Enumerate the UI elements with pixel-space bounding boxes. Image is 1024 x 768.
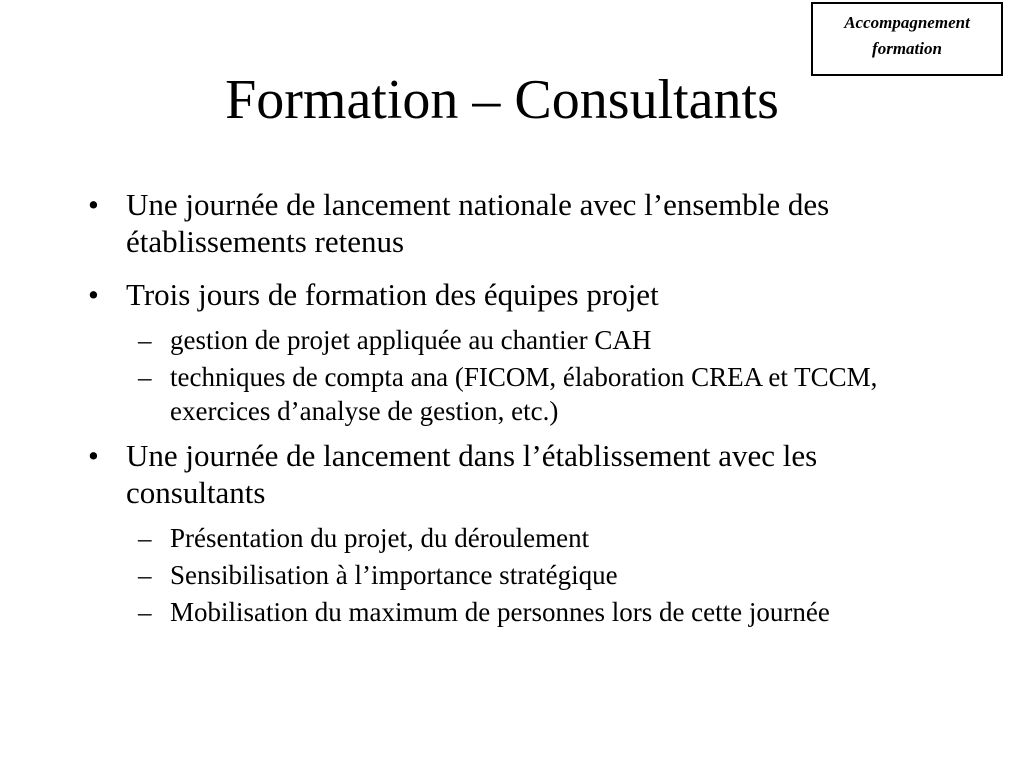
sub-item [80,595,940,629]
sub-item-text: gestion de projet appliquée au chantier CAH [170,325,652,355]
dash-marker: – [138,523,152,553]
bullet-text: Trois jours de formation des équipes projet [126,277,659,312]
sub-item [80,360,940,428]
dash-marker: – [138,325,152,355]
bullet-item [80,276,940,313]
slide-content [80,186,940,638]
bullet-group-3 [80,437,940,629]
sub-item-text: techniques de compta ana (FICOM, élaboration CREA et TCCM, exercices d’analyse de gestion, etc.) [170,362,878,426]
bullet-item [80,186,940,260]
dash-marker: – [138,560,152,590]
sub-item [80,323,940,357]
bullet-group-1 [80,186,940,260]
corner-label-line-2: formation [872,39,942,58]
bullet-marker: • [88,438,99,473]
dash-marker: – [138,362,152,392]
bullet-item [80,437,940,511]
bullet-text: Une journée de lancement nationale avec l’ensemble des établissements retenus [126,187,830,259]
bullet-group-2 [80,276,940,428]
bullet-marker: • [88,277,99,312]
corner-label-line-1: Accompagnement [844,13,970,32]
bullet-text: Une journée de lancement dans l’établissement avec les consultants [126,438,818,510]
sub-item-text: Sensibilisation à l’importance stratégique [170,560,618,590]
bullet-marker: • [88,187,99,222]
sub-item-text: Présentation du projet, du déroulement [170,523,590,553]
sub-item [80,521,940,555]
dash-marker: – [138,597,152,627]
slide-title: Formation – Consultants [225,69,779,131]
sub-item [80,558,940,592]
sub-item-text: Mobilisation du maximum de personnes lors de cette journée [170,597,830,627]
